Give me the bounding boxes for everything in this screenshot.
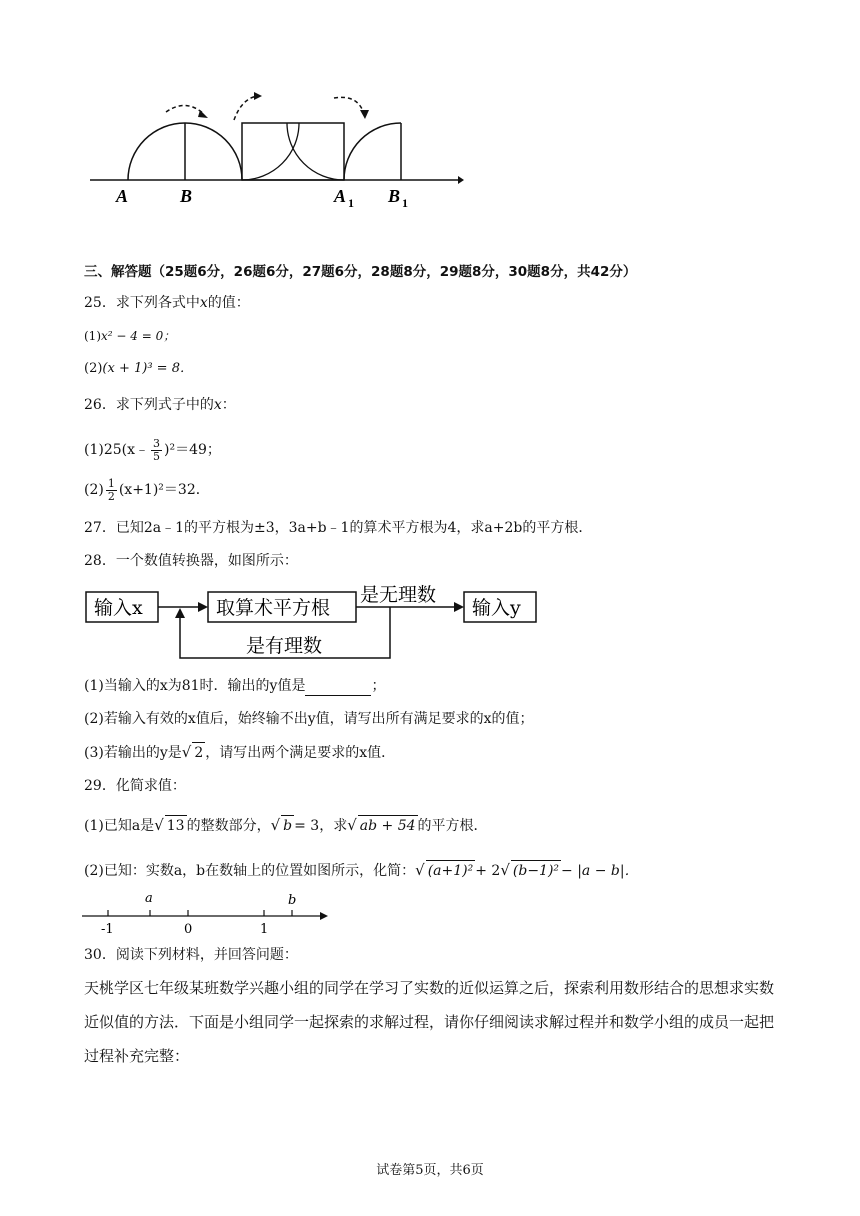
converter-diagram <box>84 582 554 662</box>
q28-part3: (3)若输出的y是√ 2 ，请写出两个满足要求的x值． <box>84 743 396 761</box>
q28-title: 28．一个数值转换器，如图所示： <box>84 553 298 569</box>
q27-text: 27．已知2a﹣1的平方根为±3，3a+b﹣1的算术平方根为4，求a+2b的平方根． <box>84 520 593 536</box>
q26-title: 26．求下列式子中的x： <box>84 397 236 413</box>
page-footer: 试卷第5页，共6页 <box>376 1163 484 1178</box>
section-heading: 三、解答题（25题6分，26题6分，27题6分，28题8分，29题8分，30题8分，共42分） <box>84 264 637 280</box>
q29-title: 29．化简求值： <box>84 778 186 794</box>
box-sqrt: 取算术平方根 <box>216 597 331 619</box>
q25-title: 25．求下列各式中x的值： <box>84 295 250 311</box>
answer-blank[interactable] <box>305 681 371 696</box>
number-line-ab <box>82 888 342 938</box>
label-b: B <box>180 186 193 206</box>
q26-part2: (2) $\frac{1}{2}$ (x+1)²＝32． <box>84 476 210 503</box>
box-output-y: 输入y <box>472 597 521 619</box>
q26-part1: (1)25(x﹣ $\frac{3}{5}$ )²＝49； <box>84 436 221 463</box>
box-input-x: 输入x <box>94 597 143 619</box>
axis-label-0: 0 <box>184 922 193 937</box>
axis-label-a: a <box>145 891 153 906</box>
axis-label-b: b <box>288 893 297 908</box>
label-a1-sub: 1 <box>348 196 354 210</box>
q25-part1: (1)x² − 4 = 0； <box>84 329 176 343</box>
label-b1: B <box>388 186 401 206</box>
q28-part2: (2)若输入有效的x值后，始终输不出y值，请写出所有满足要求的x的值； <box>84 711 534 727</box>
label-a: A <box>116 186 129 206</box>
axis-label-neg1: -1 <box>101 922 114 937</box>
q25-part2: (2)(x + 1)³ = 8． <box>84 361 193 376</box>
q30-title: 30．阅读下列材料，并回答问题： <box>84 947 298 963</box>
label-a1: A <box>334 186 347 206</box>
label-rational: 是有理数 <box>246 635 323 657</box>
q29-part2: (2)已知：实数a，b在数轴上的位置如图所示，化简：√ (a+1)² + 2√ (b−1)² − |a − b|． <box>84 861 639 879</box>
label-irrational: 是无理数 <box>360 584 437 606</box>
label-b1-sub: 1 <box>402 196 408 210</box>
rolling-figure <box>86 84 486 214</box>
axis-label-1: 1 <box>260 922 269 937</box>
q29-part1: (1)已知a是√ 13 的整数部分，√ b = 3，求√ ab + 54 的平方根． <box>84 816 488 834</box>
q30-body: 天桃学区七年级某班数学兴趣小组的同学在学习了实数的近似运算之后，探索利用数形结合的思想求实数近似值的方法．下面是小组同学一起探索的求解过程，请你仔细阅读求解过程并和数学小组的成员一起把过程补充完整： <box>84 979 775 1065</box>
q28-part1: (1)当输入的x为81时．输出的y值是 ； <box>84 678 386 694</box>
